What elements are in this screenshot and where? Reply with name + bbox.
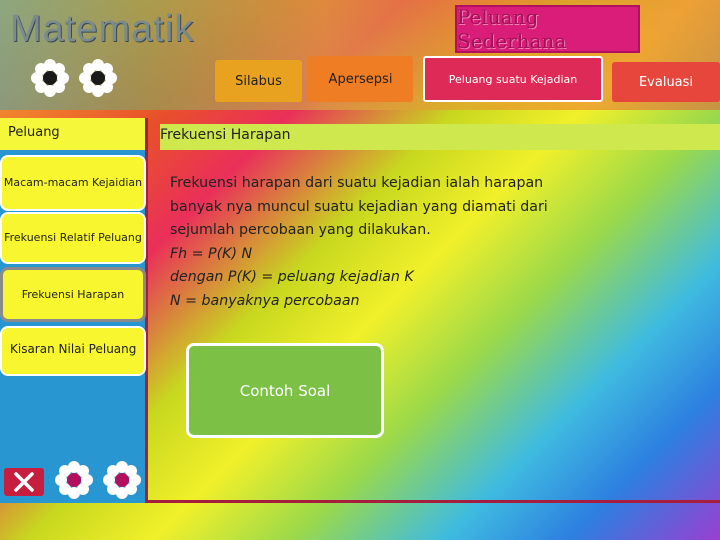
nav-silabus-button[interactable]: Silabus [215, 60, 302, 102]
close-icon [13, 471, 35, 493]
sidebar-header [0, 118, 148, 150]
sidebar-item-kisaran-label: Kisaran Nilai Peluang [10, 342, 137, 356]
formula-text: Fh = P(K) N [170, 245, 253, 262]
subtitle-banner [455, 5, 640, 53]
sidebar-item-frekuensi-relatif[interactable]: Frekuensi Relatif Peluang [0, 212, 146, 264]
pk-explanation: dengan P(K) = peluang kejadian K [170, 269, 414, 285]
sidebar-heading: Peluang [8, 125, 60, 140]
definition-term: Frekuensi harapan [170, 175, 301, 191]
nav-evaluasi-button[interactable]: Evaluasi [612, 62, 720, 102]
contoh-soal-button[interactable]: Contoh Soal [186, 343, 384, 438]
close-button[interactable] [4, 468, 44, 496]
nav-peluang-kejadian-button[interactable]: Peluang suatu Kejadian [423, 56, 603, 102]
definition-text: dari suatu kejadian ialah harapan banyak nya muncul suatu kejadian yang diamati dari sejumlah percobaan yang dilakukan. [170, 175, 548, 238]
sidebar-item-macam-kejadian[interactable]: Macam-macam Kejaidian [0, 155, 146, 211]
app-title: Matematik [10, 8, 195, 50]
sidebar-item-frekuensi-harapan[interactable]: Frekuensi Harapan [0, 267, 146, 322]
flower-icon [54, 460, 94, 500]
flower-icon [30, 58, 70, 98]
flower-icon [102, 460, 142, 500]
content-heading [160, 124, 720, 150]
content-heading-text: Frekuensi Harapan [160, 127, 291, 143]
content-body [170, 172, 590, 313]
flower-icon [78, 58, 118, 98]
bottom-divider [148, 500, 720, 503]
nav-apersepsi-button[interactable]: Apersepsi [308, 56, 413, 102]
subtitle-text: Peluang Sederhana [457, 5, 567, 53]
n-explanation: N = banyaknya percobaan [170, 292, 360, 309]
